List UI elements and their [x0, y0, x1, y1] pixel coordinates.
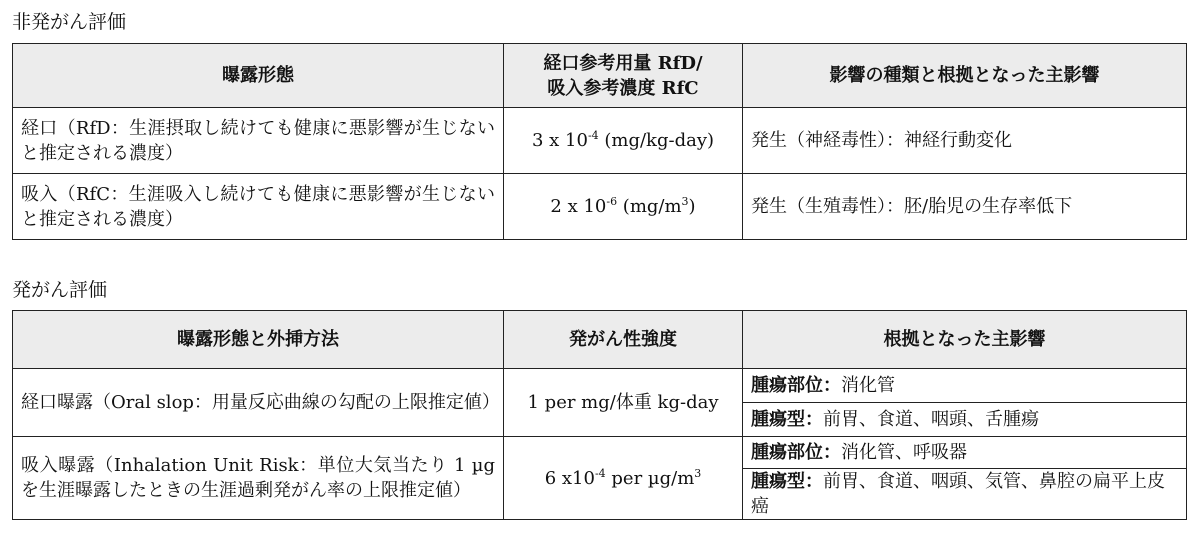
value-unit-exponent: 3 — [681, 195, 689, 208]
tumor-type-value: 前胃、食道、咽頭、舌腫瘍 — [823, 409, 1039, 430]
potency-unit: per µg/m — [605, 467, 695, 489]
value-unit: (mg/kg-day) — [598, 130, 715, 151]
tumor-type-label: 腫瘍型： — [751, 409, 823, 430]
effect-cell: 発生（神経毒性）：神経行動変化 — [743, 108, 1187, 174]
tumor-site-label: 腫瘍部位： — [751, 442, 841, 463]
cancer-section-title: 発がん評価 — [12, 279, 108, 301]
value-unit: (mg/m — [617, 196, 682, 217]
route-cell: 経口曝露（Oral slop：用量反応曲線の勾配の上限推定値） — [13, 369, 504, 437]
table-row — [13, 174, 1187, 240]
tumor-type-value: 前胃、食道、咽頭、気管、鼻腔の扁平上皮癌 — [751, 471, 1165, 517]
header-rfc-line: 吸入参考濃度 RfC — [547, 77, 699, 99]
route-cell: 吸入（RfC：生涯吸入し続けても健康に悪影響が生じないと推定される濃度） — [13, 174, 504, 240]
header-route-method: 曝露形態と外挿方法 — [13, 311, 504, 369]
value-base: 2 x 10 — [550, 196, 607, 217]
table-header-row — [13, 311, 1187, 369]
potency-unit-exponent: 3 — [694, 466, 702, 480]
potency-cell — [504, 437, 743, 520]
tumor-site-value: 消化管、呼吸器 — [841, 442, 967, 463]
table-header-row — [13, 44, 1187, 108]
header-reference-dose — [504, 44, 743, 108]
noncancer-section-title: 非発がん評価 — [12, 11, 127, 33]
tumor-type-label: 腫瘍型： — [751, 471, 823, 492]
table-row — [13, 108, 1187, 174]
tumor-type-cell — [743, 403, 1187, 437]
table-row — [13, 437, 1187, 469]
noncancer-table — [12, 43, 1187, 240]
tumor-site-value: 消化管 — [841, 375, 895, 396]
cancer-table — [12, 310, 1187, 520]
tumor-type-cell — [743, 469, 1187, 520]
table-row — [13, 369, 1187, 403]
header-rfd-line: 経口参考用量 RfD/ — [543, 52, 703, 74]
value-base: 3 x 10 — [531, 130, 588, 151]
value-cell — [504, 174, 743, 240]
header-potency: 発がん性強度 — [504, 311, 743, 369]
effect-cell: 発生（生殖毒性）：胚/胎児の生存率低下 — [743, 174, 1187, 240]
value-exponent: -4 — [587, 129, 599, 142]
tumor-site-label: 腫瘍部位： — [751, 375, 841, 396]
header-effect: 影響の種類と根拠となった主影響 — [743, 44, 1187, 108]
potency-base: 6 x10 — [544, 467, 595, 489]
value-cell — [504, 108, 743, 174]
header-exposure-route: 曝露形態 — [13, 44, 504, 108]
potency-exponent: -4 — [594, 466, 606, 480]
potency-cell: 1 per mg/体重 kg-day — [504, 369, 743, 437]
value-unit-end: ) — [688, 196, 696, 217]
value-exponent: -6 — [606, 195, 618, 208]
route-cell: 経口（RfD：生涯摂取し続けても健康に悪影響が生じないと推定される濃度） — [13, 108, 504, 174]
tumor-site-cell — [743, 369, 1187, 403]
route-cell: 吸入曝露（Inhalation Unit Risk：単位大気当たり 1 µg を生涯曝露したときの生涯過剰発がん率の上限推定値） — [13, 437, 504, 520]
tumor-site-cell — [743, 437, 1187, 469]
header-main-effect: 根拠となった主影響 — [743, 311, 1187, 369]
